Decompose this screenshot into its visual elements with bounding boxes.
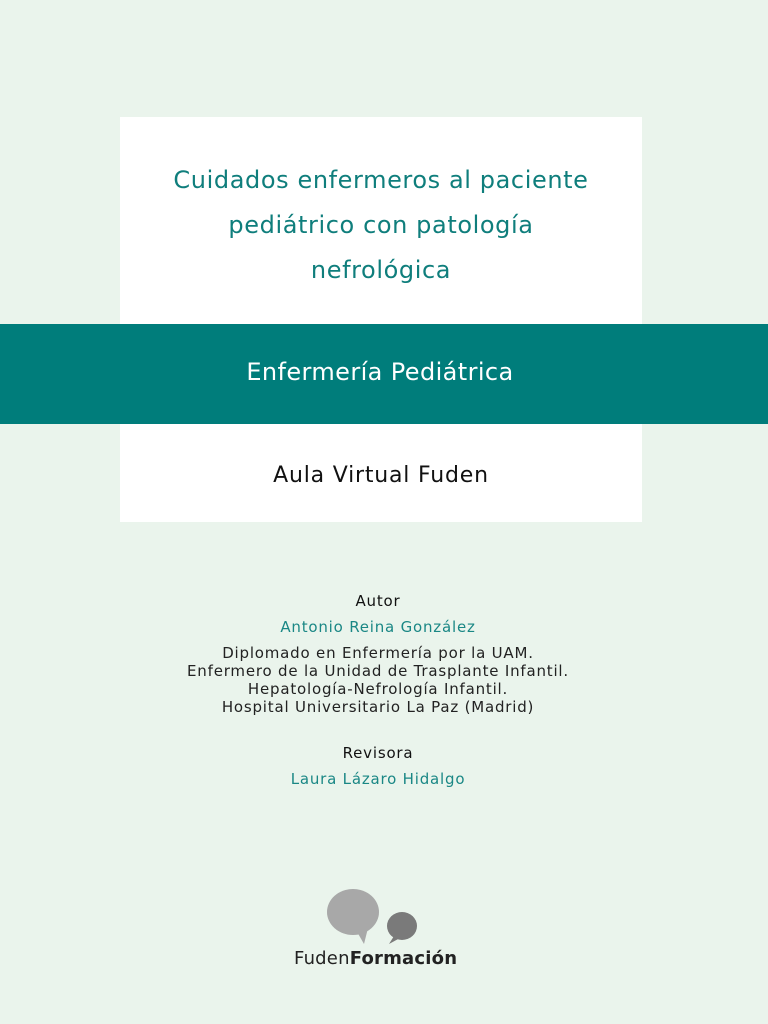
title-line-3: nefrológica [310,256,452,284]
author-bio-line: Hospital Universitario La Paz (Madrid) [221,698,535,716]
fuden-formacion-logo [290,888,470,978]
speech-bubbles-icon [326,888,426,946]
author-bio [0,644,756,716]
logo-wordmark-part2: Formación [349,948,458,969]
author-name: Antonio Reina González [280,618,476,636]
logo-wordmark [294,948,457,969]
author-bio-line: Diplomado en Enfermería por la UAM. [222,644,534,662]
author-role: Autor [355,592,401,610]
title-line-2: pediátrico con patología [228,211,534,239]
author-bio-line: Enfermero de la Unidad de Trasplante Infantil. [187,662,569,680]
author-bio-line: Hepatología-Nefrología Infantil. [247,680,509,698]
category-label: Enfermería Pediátrica [246,358,514,386]
reviewer-role: Revisora [342,744,414,762]
title-line-1: Cuidados enfermeros al paciente [173,166,589,194]
document-title [120,158,642,293]
credits-section [0,590,756,794]
logo-wordmark-part1: Fuden [294,948,350,969]
reviewer-name: Laura Lázaro Hidalgo [290,770,466,788]
platform-name: Aula Virtual Fuden [273,463,489,488]
